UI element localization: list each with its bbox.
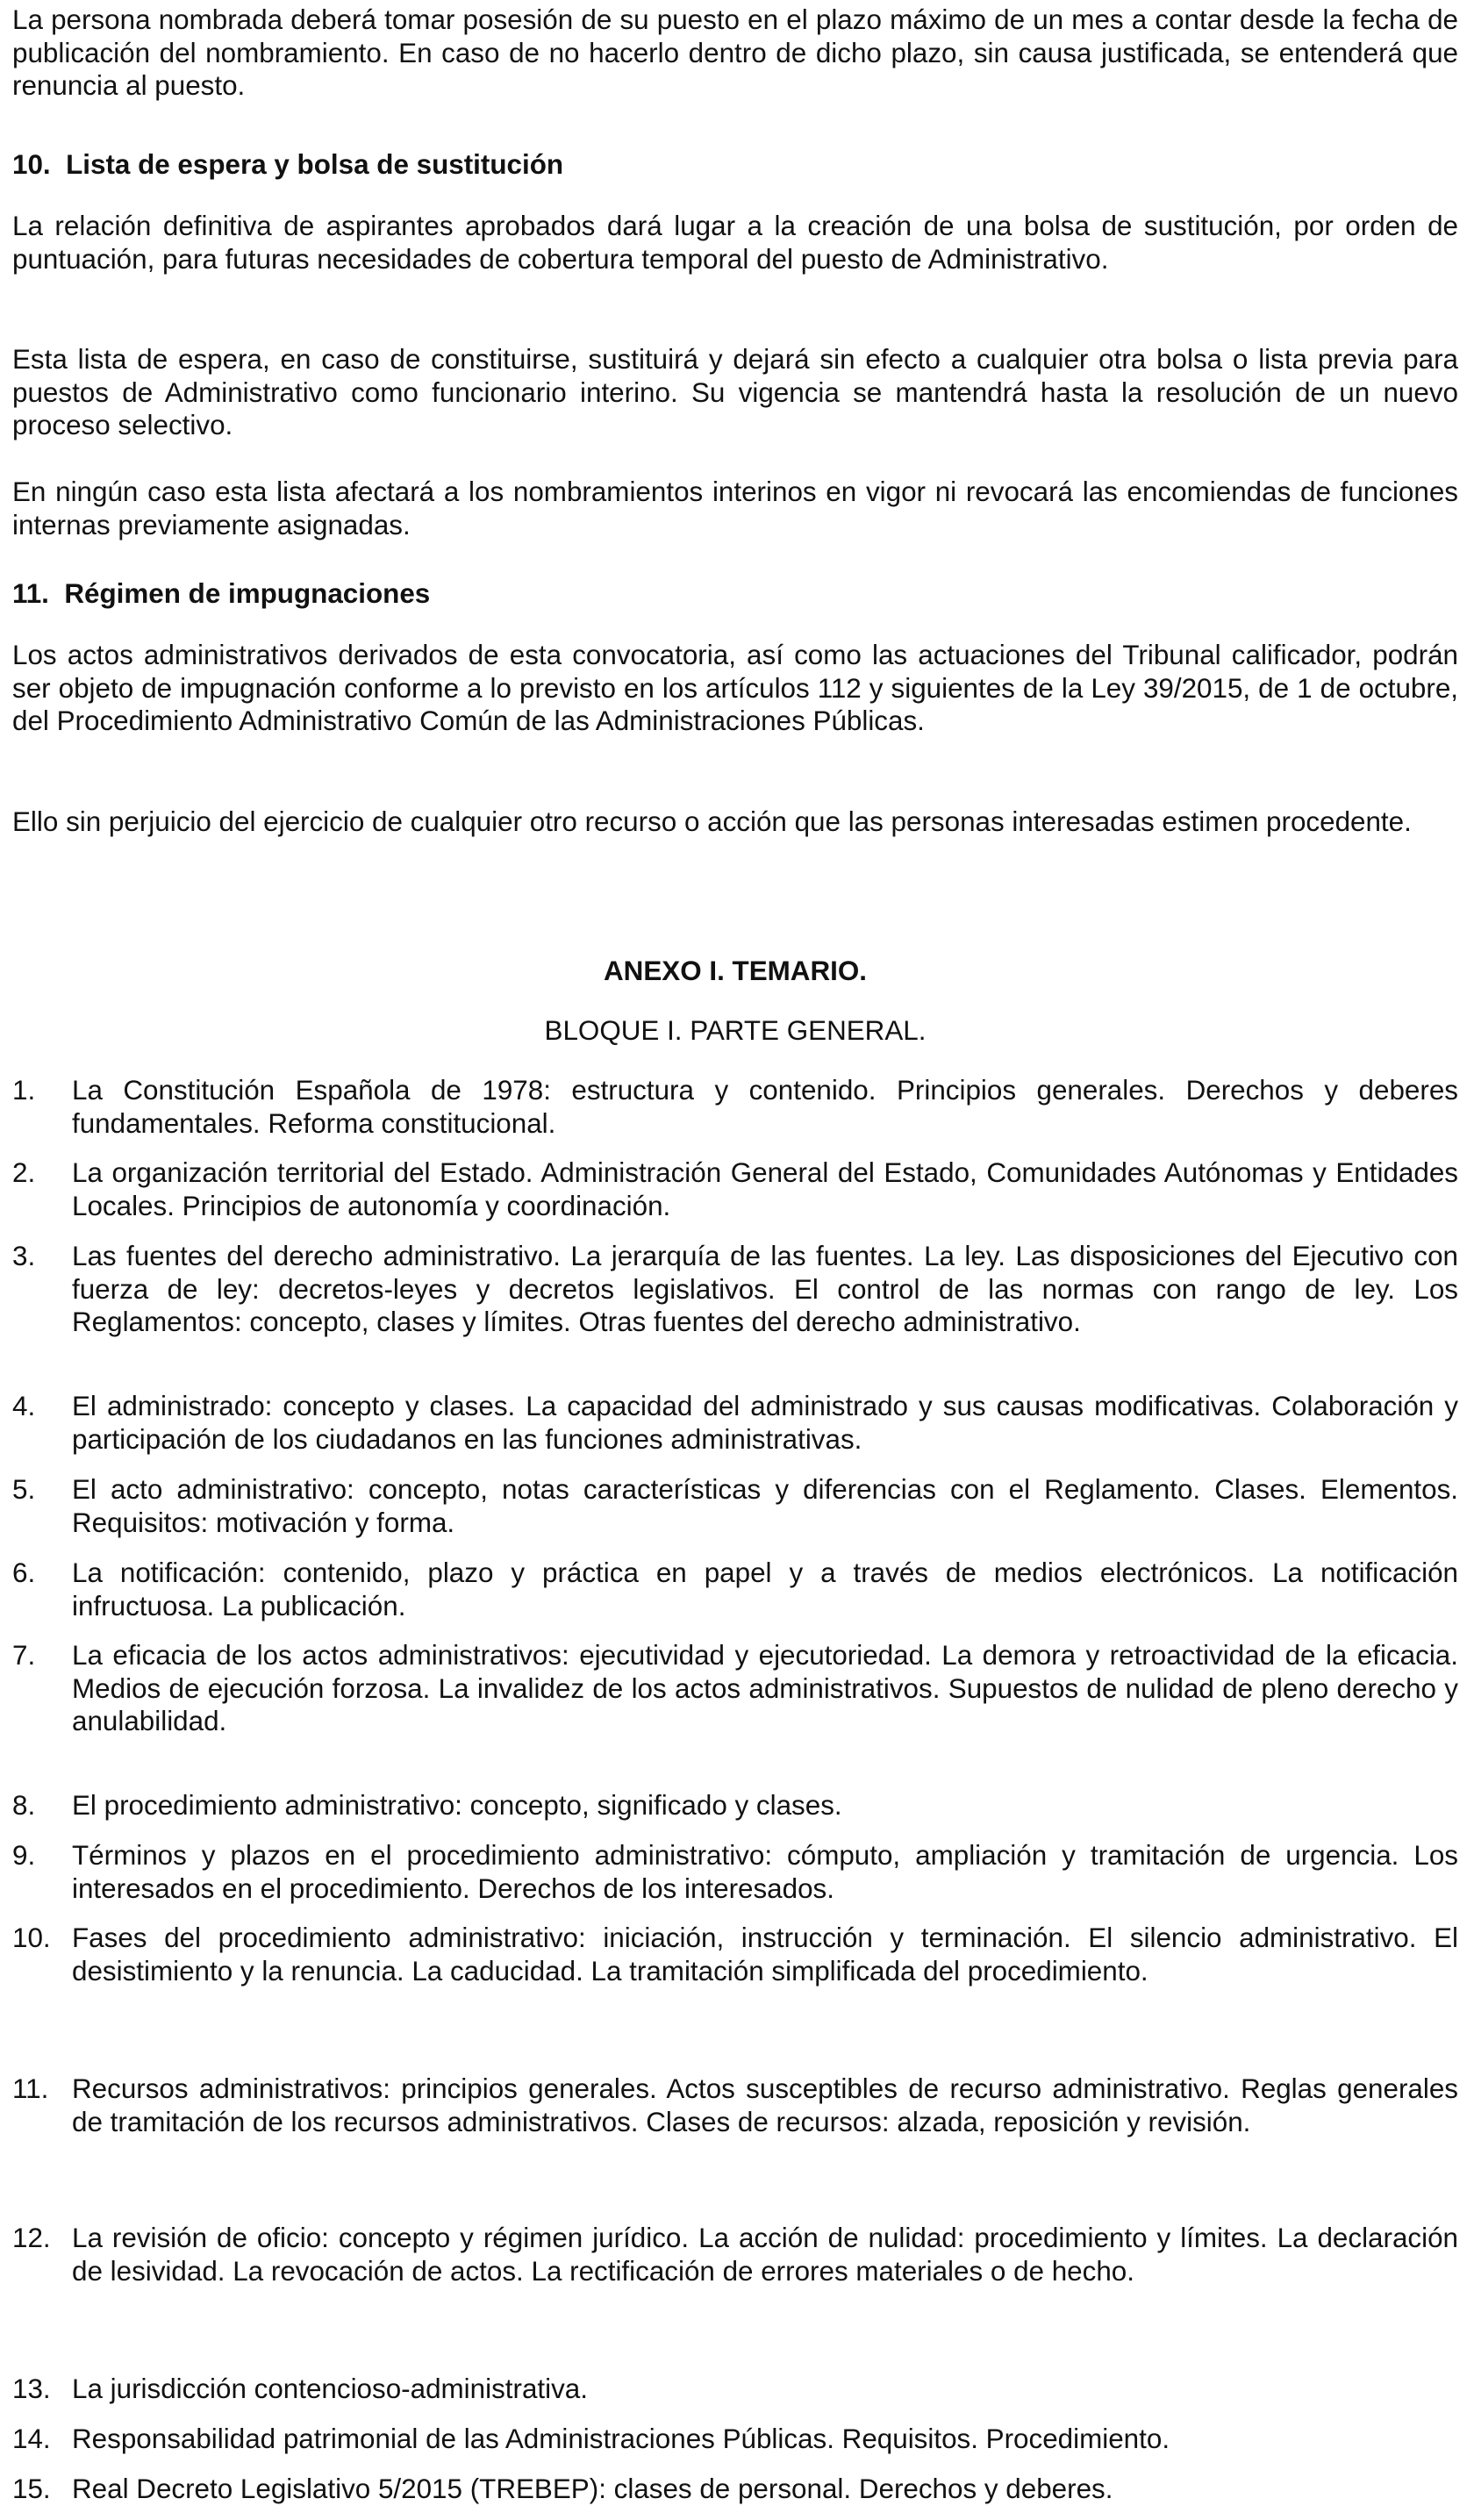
annex-topic-text: El procedimiento administrativo: concepto, significado y clases. <box>72 1790 842 1821</box>
annex-topic-number: 13. <box>12 2373 51 2404</box>
intro-paragraph: La persona nombrada deberá tomar posesión de su puesto en el plazo máximo de un mes a contar desde la fecha de publicación del nombramiento. En caso de no hacerlo dentro de dicho plazo, sin causa justificada, se entenderá que renuncia al puesto. <box>12 4 1458 101</box>
section-10-heading <box>12 148 1458 182</box>
annex-topic-text: Real Decreto Legislativo 5/2015 (TREBEP): clases de personal. Derechos y deberes. <box>72 2473 1113 2504</box>
annex-topic-number: 14. <box>12 2423 51 2454</box>
section-10-number: 10. <box>12 149 51 180</box>
section-10-paragraph-1: La relación definitiva de aspirantes aprobados dará lugar a la creación de una bolsa de sustitución, por orden de puntuación, para futuras necesidades de cobertura temporal del puesto de Administrativo. <box>12 211 1458 275</box>
annex-topic-number: 4. <box>12 1391 36 1421</box>
annex-topic-number: 2. <box>12 1157 36 1188</box>
annex-topic-text: La eficacia de los actos administrativos: ejecutividad y ejecutoriedad. La demora y retroactividad de la eficacia. Medios de ejecución forzosa. La invalidez de los actos administrativos. Supuestos de nulidad de pleno derecho y anulabilidad. <box>72 1640 1458 1736</box>
section-11-paragraph-2: Ello sin perjuicio del ejercicio de cualquier otro recurso o acción que las personas interesadas estimen procedente. <box>12 806 1412 837</box>
annex-topic-number: 5. <box>12 1474 36 1505</box>
annex-topic-number: 8. <box>12 1790 36 1821</box>
section-11-number: 11. <box>12 578 49 609</box>
annex-topic-number: 15. <box>12 2473 51 2504</box>
section-11-paragraph-1: Los actos administrativos derivados de esta convocatoria, así como las actuaciones del Tribunal calificador, podrán ser objeto de impugnación conforme a lo previsto en los artículos 112 y siguientes de la Ley 39/2015, de 1 de octubre, del Procedimiento Administrativo Común de las Administraciones Públicas. <box>12 640 1458 736</box>
annex-topic-text: La notificación: contenido, plazo y práctica en papel y a través de medios electrónicos. La notificación infructuosa. La publicación. <box>72 1557 1458 1622</box>
annex-topic-number: 9. <box>12 1840 36 1871</box>
section-11-title: Régimen de impugnaciones <box>64 578 431 609</box>
document-page <box>12 0 1458 2520</box>
annex-topic-text: La jurisdicción contencioso-administrativa. <box>72 2373 588 2404</box>
annex-topic-number: 1. <box>12 1075 36 1106</box>
annex-topic-number: 12. <box>12 2223 51 2253</box>
annex-topic-number: 3. <box>12 1241 36 1271</box>
annex-topic-text: Responsabilidad patrimonial de las Administraciones Públicas. Requisitos. Procedimiento. <box>72 2423 1170 2454</box>
section-11-heading <box>12 577 1458 611</box>
section-10-title: Lista de espera y bolsa de sustitución <box>66 149 564 180</box>
annex-topic-text: Fases del procedimiento administrativo: iniciación, instrucción y terminación. El silencio administrativo. El desistimiento y la renuncia. La caducidad. La tramitación simplificada del procedimiento. <box>72 1922 1458 1987</box>
annex-topic-text: La organización territorial del Estado. Administración General del Estado, Comunidades Autónomas y Entidades Locales. Principios de autonomía y coordinación. <box>72 1157 1458 1221</box>
annex-topic-number: 11. <box>12 2073 49 2104</box>
annex-topic-text: Las fuentes del derecho administrativo. La jerarquía de las fuentes. La ley. Las disposiciones del Ejecutivo con fuerza de ley: decretos-leyes y decretos legislativos. El control de las normas con rango de ley. Los Reglamentos: concepto, clases y límites. Otras fuentes del derecho administrativo. <box>72 1241 1458 1337</box>
annex-topic-number: 10. <box>12 1922 51 1953</box>
section-10-paragraph-2: Esta lista de espera, en caso de constituirse, sustituirá y dejará sin efecto a cualquier otra bolsa o lista previa para puestos de Administrativo como funcionario interino. Su vigencia se mantendrá hasta la resolución de un nuevo proceso selectivo. <box>12 344 1458 440</box>
annex-topic-text: El administrado: concepto y clases. La capacidad del administrado y sus causas modificativas. Colaboración y participación de los ciudadanos en las funciones administrativas. <box>72 1391 1458 1455</box>
annex-topic-text: Términos y plazos en el procedimiento administrativo: cómputo, ampliación y tramitación de urgencia. Los interesados en el procedimiento. Derechos de los interesados. <box>72 1840 1458 1904</box>
annex-topic-text: La Constitución Española de 1978: estructura y contenido. Principios generales. Derechos y deberes fundamentales. Reforma constitucional. <box>72 1075 1458 1139</box>
annex-topic-text: La revisión de oficio: concepto y régimen jurídico. La acción de nulidad: procedimiento y límites. La declaración de lesividad. La revocación de actos. La rectificación de errores materiales o de hecho. <box>72 2223 1458 2287</box>
annex-topic-text: El acto administrativo: concepto, notas características y diferencias con el Reglamento. Clases. Elementos. Requisitos: motivación y forma. <box>72 1474 1458 1538</box>
annex-title: ANEXO I. TEMARIO. <box>604 956 867 986</box>
annex-topic-number: 7. <box>12 1640 36 1671</box>
annex-topic-text: Recursos administrativos: principios generales. Actos susceptibles de recurso administrativo. Reglas generales de tramitación de los recursos administrativos. Clases de recursos: alzada, reposición y revisión. <box>72 2073 1458 2137</box>
section-10-paragraph-3: En ningún caso esta lista afectará a los nombramientos interinos en vigor ni revocará las encomiendas de funciones internas previamente asignadas. <box>12 476 1458 541</box>
annex-topic-number: 6. <box>12 1557 36 1588</box>
annex-block-title: BLOQUE I. PARTE GENERAL. <box>544 1015 927 1046</box>
